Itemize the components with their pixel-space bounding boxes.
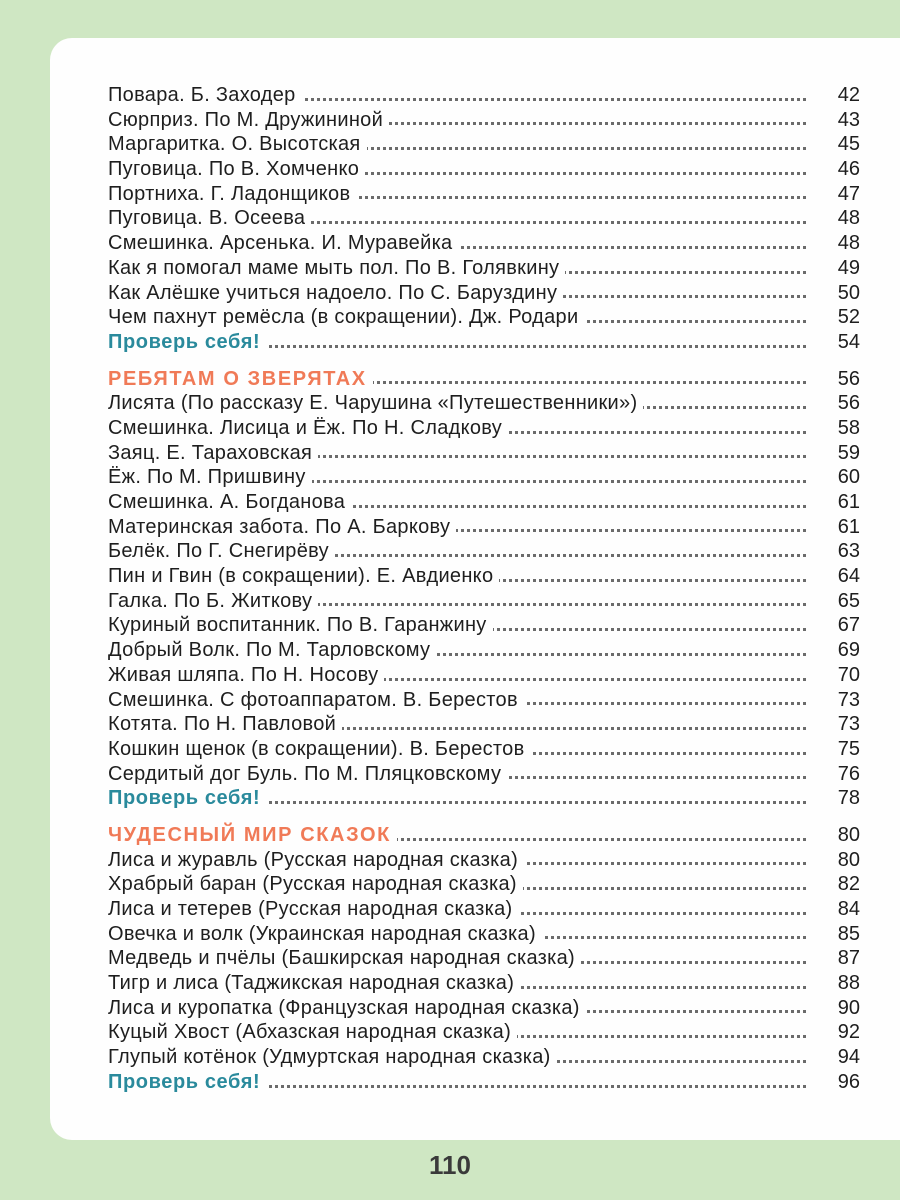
table-of-contents <box>108 83 860 1095</box>
entry-title: Как я помогал маме мыть пол. По В. Голявкину <box>108 257 565 279</box>
entry-page-number: 61 <box>816 515 860 540</box>
entry-page-number: 59 <box>816 441 860 466</box>
toc-entry <box>108 922 860 947</box>
entry-page-number: 75 <box>816 737 860 762</box>
entry-page-number: 85 <box>816 922 860 947</box>
toc-entry <box>108 132 860 157</box>
entry-title: Сердитый дог Буль. По М. Пляцковскому <box>108 763 507 785</box>
toc-entry <box>108 946 860 971</box>
entry-page-number: 49 <box>816 256 860 281</box>
toc-entry <box>108 441 860 466</box>
toc-entry <box>108 83 860 108</box>
entry-title: Пуговица. По В. Хомченко <box>108 158 365 180</box>
toc-entry <box>108 465 860 490</box>
toc-entry <box>108 305 860 330</box>
entry-page-number: 52 <box>816 305 860 330</box>
entry-page-number: 76 <box>816 762 860 787</box>
entry-title: Галка. По Б. Житкову <box>108 590 318 612</box>
toc-entry <box>108 613 860 638</box>
entry-page-number: 61 <box>816 490 860 515</box>
entry-page-number: 73 <box>816 712 860 737</box>
entry-title: Проверь себя! <box>108 787 266 809</box>
toc-entry <box>108 108 860 133</box>
entry-title: Лиса и куропатка (Французская народная сказка) <box>108 997 586 1019</box>
entry-page-number: 96 <box>816 1070 860 1095</box>
toc-entry <box>108 762 860 787</box>
entry-title: Храбрый баран (Русская народная сказка) <box>108 873 523 895</box>
toc-entry <box>108 848 860 873</box>
entry-title: Лисята (По рассказу Е. Чарушина «Путешественники») <box>108 392 643 414</box>
entry-page-number: 63 <box>816 539 860 564</box>
entry-page-number: 48 <box>816 206 860 231</box>
toc-entry <box>108 182 860 207</box>
entry-page-number: 65 <box>816 589 860 614</box>
check-yourself-entry <box>108 330 860 355</box>
toc-entry <box>108 712 860 737</box>
entry-page-number: 67 <box>816 613 860 638</box>
entry-title: Смешинка. А. Богданова <box>108 491 351 513</box>
entry-page-number: 47 <box>816 182 860 207</box>
entry-title: Медведь и пчёлы (Башкирская народная сказка) <box>108 947 581 969</box>
entry-title: Глупый котёнок (Удмуртская народная сказка) <box>108 1046 557 1068</box>
toc-entry <box>108 688 860 713</box>
entry-title: Добрый Волк. По М. Тарловскому <box>108 639 436 661</box>
toc-entry <box>108 391 860 416</box>
entry-page-number: 82 <box>816 872 860 897</box>
toc-entry <box>108 663 860 688</box>
entry-page-number: 90 <box>816 996 860 1021</box>
entry-page-number: 69 <box>816 638 860 663</box>
toc-entry <box>108 231 860 256</box>
toc-entry <box>108 638 860 663</box>
entry-page-number: 94 <box>816 1045 860 1070</box>
entry-title: Чем пахнут ремёсла (в сокращении). Дж. Родари <box>108 306 584 328</box>
entry-page-number: 50 <box>816 281 860 306</box>
entry-page-number: 87 <box>816 946 860 971</box>
entry-title: Заяц. Е. Тараховская <box>108 442 318 464</box>
entry-title: Смешинка. С фотоаппаратом. В. Берестов <box>108 689 524 711</box>
toc-entry <box>108 1045 860 1070</box>
toc-entry <box>108 515 860 540</box>
check-yourself-entry <box>108 1070 860 1095</box>
section-heading <box>108 367 860 392</box>
entry-page-number: 48 <box>816 231 860 256</box>
toc-entry <box>108 490 860 515</box>
toc-entry <box>108 416 860 441</box>
entry-page-number: 56 <box>816 391 860 416</box>
entry-title: Куриный воспитанник. По В. Гаранжину <box>108 614 493 636</box>
toc-entry <box>108 589 860 614</box>
entry-title: РЕБЯТАМ О ЗВЕРЯТАХ <box>108 368 373 390</box>
entry-page-number: 80 <box>816 848 860 873</box>
entry-title: Пуговица. В. Осеева <box>108 207 311 229</box>
entry-title: Тигр и лиса (Таджикская народная сказка) <box>108 972 520 994</box>
entry-title: Смешинка. Лисица и Ёж. По Н. Сладкову <box>108 417 508 439</box>
entry-title: Проверь себя! <box>108 331 266 353</box>
entry-page-number: 92 <box>816 1020 860 1045</box>
entry-title: Белёк. По Г. Снегирёву <box>108 540 335 562</box>
entry-title: Материнская забота. По А. Баркову <box>108 516 456 538</box>
entry-title: Лиса и тетерев (Русская народная сказка) <box>108 898 519 920</box>
entry-page-number: 84 <box>816 897 860 922</box>
toc-entry <box>108 971 860 996</box>
entry-title: Кошкин щенок (в сокращении). В. Берестов <box>108 738 531 760</box>
page-number: 110 <box>429 1150 471 1180</box>
toc-entry <box>108 1020 860 1045</box>
toc-entry <box>108 157 860 182</box>
entry-page-number: 70 <box>816 663 860 688</box>
entry-title: Живая шляпа. По Н. Носову <box>108 664 384 686</box>
toc-entry <box>108 564 860 589</box>
toc-entry <box>108 206 860 231</box>
entry-page-number: 58 <box>816 416 860 441</box>
entry-page-number: 80 <box>816 823 860 848</box>
toc-entry <box>108 539 860 564</box>
entry-page-number: 60 <box>816 465 860 490</box>
entry-title: Овечка и волк (Украинская народная сказка) <box>108 923 542 945</box>
entry-title: Ёж. По М. Пришвину <box>108 466 312 488</box>
entry-page-number: 78 <box>816 786 860 811</box>
entry-title: Лиса и журавль (Русская народная сказка) <box>108 849 524 871</box>
entry-page-number: 54 <box>816 330 860 355</box>
toc-entry <box>108 897 860 922</box>
entry-title: Портниха. Г. Ладонщиков <box>108 183 356 205</box>
entry-title: Как Алёшке учиться надоело. По С. Баруздину <box>108 282 563 304</box>
entry-page-number: 42 <box>816 83 860 108</box>
check-yourself-entry <box>108 786 860 811</box>
entry-page-number: 73 <box>816 688 860 713</box>
entry-title: ЧУДЕСНЫЙ МИР СКАЗОК <box>108 824 397 846</box>
toc-entry <box>108 872 860 897</box>
entry-title: Пин и Гвин (в сокращении). Е. Авдиенко <box>108 565 499 587</box>
entry-title: Куцый Хвост (Абхазская народная сказка) <box>108 1021 517 1043</box>
entry-page-number: 45 <box>816 132 860 157</box>
entry-page-number: 56 <box>816 367 860 392</box>
entry-page-number: 88 <box>816 971 860 996</box>
entry-title: Маргаритка. О. Высотская <box>108 133 367 155</box>
section-heading <box>108 823 860 848</box>
toc-entry <box>108 737 860 762</box>
toc-entry <box>108 256 860 281</box>
entry-title: Котята. По Н. Павловой <box>108 713 342 735</box>
toc-entry <box>108 996 860 1021</box>
entry-title: Проверь себя! <box>108 1071 266 1093</box>
toc-entry <box>108 281 860 306</box>
entry-title: Сюрприз. По М. Дружининой <box>108 109 389 131</box>
entry-page-number: 43 <box>816 108 860 133</box>
entry-page-number: 46 <box>816 157 860 182</box>
entry-page-number: 64 <box>816 564 860 589</box>
entry-title: Повара. Б. Заходер <box>108 84 302 106</box>
entry-title: Смешинка. Арсенька. И. Муравейка <box>108 232 458 254</box>
